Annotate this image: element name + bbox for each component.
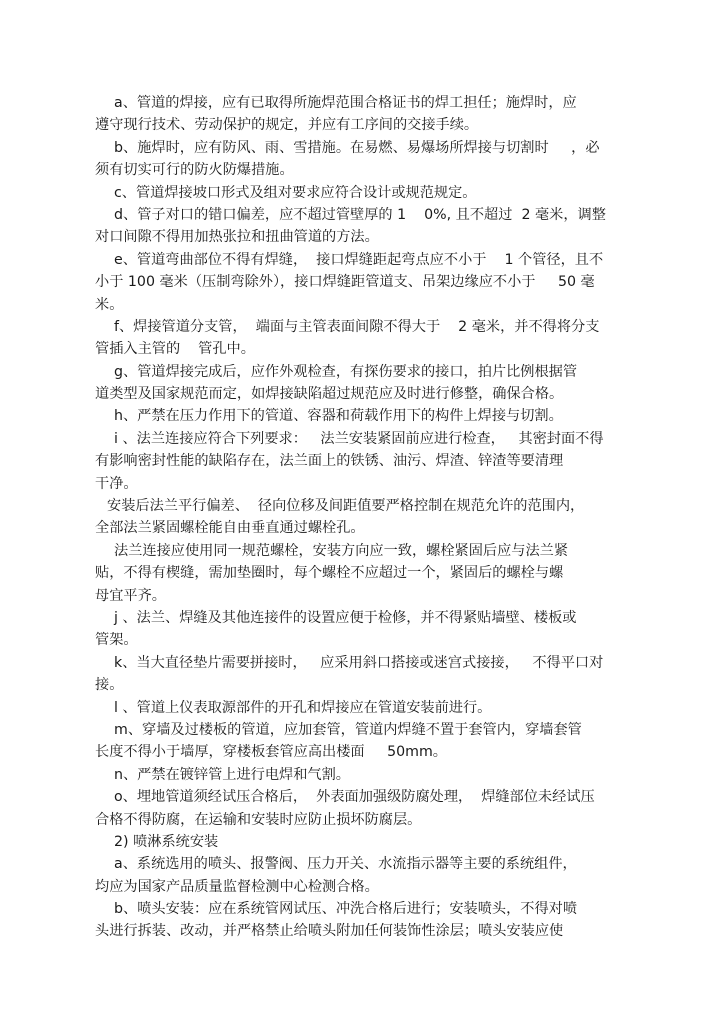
section-heading: 2) 喷淋系统安装 <box>114 833 219 850</box>
document-body <box>95 92 665 943</box>
text-line: 长度不得小于墙厚，穿楼板套管应高出楼面 50mm。 <box>95 744 447 761</box>
text-line: f、焊接管道分支管， 端面与主管表面间隙不得大于 2 毫米，并不得将分支 <box>114 318 600 335</box>
text-line: 管架。 <box>95 632 138 649</box>
text-line: 安装后法兰平行偏差、 径向位移及间距值要严格控制在规范允许的范围内， <box>107 498 585 515</box>
text-line: 管插入主管的 管孔中。 <box>95 341 255 358</box>
text-line: l 、管道上仪表取源部件的开孔和焊接应在管道安装前进行。 <box>114 699 492 716</box>
text-line: 合格不得防腐，在运输和安装时应防止损坏防腐层。 <box>95 811 422 828</box>
text-line: g、管道焊接完成后，应作外观检查，有探伤要求的接口，拍片比例根据管 <box>114 363 578 380</box>
text-line: m、穿墙及过楼板的管道，应加套管，管道内焊缝不置于套管内，穿墙套管 <box>114 721 582 738</box>
text-line: 有影响密封性能的缺陷存在，法兰面上的铁锈、油污、焊渣、锌渣等要清理 <box>95 453 564 470</box>
text-line: 头进行拆装、改动，并严格禁止给喷头附加任何装饰性涂层；喷头安装应使 <box>95 923 564 940</box>
text-line: 遵守现行技术、劳动保护的规定，并应有工序间的交接手续。 <box>95 117 479 134</box>
text-line: 须有切实可行的防火防爆措施。 <box>95 162 294 179</box>
text-line: e、管道弯曲部位不得有焊缝， 接口焊缝距起弯点应不小于 1 个管径，且不 <box>114 251 604 268</box>
text-line: 道类型及国家规范而定，如焊接缺陷超过规范应及时进行修整，确保合格。 <box>95 386 564 403</box>
text-line: 全部法兰紧固螺栓能自由垂直通过螺栓孔。 <box>95 520 365 537</box>
text-line: d、管子对口的错口偏差，应不超过管壁厚的 1 0%, 且不超过 2 毫米，调整 <box>114 206 606 223</box>
text-line: a、管道的焊接，应有已取得所施焊范围合格证书的焊工担任；施焊时，应 <box>114 95 577 111</box>
text-line: i 、法兰连接应符合下列要求： 法兰安装紧固前应进行检查， 其密封面不得 <box>114 430 604 447</box>
text-line: 均应为国家产品质量监督检测中心检测合格。 <box>95 878 379 895</box>
text-line: c、管道焊接坡口形式及组对要求应符合设计或规范规定。 <box>114 184 477 201</box>
text-line: h、严禁在压力作用下的管道、容器和荷载作用下的构件上焊接与切割。 <box>114 408 563 425</box>
text-line: b、喷头安装：应在系统管网试压、冲洗合格后进行；安装喷头，不得对喷 <box>114 901 578 918</box>
text-line: 母宜平齐。 <box>95 587 166 604</box>
text-line: n、严禁在镀锌管上进行电焊和气割。 <box>114 766 350 783</box>
text-line: j 、法兰、焊缝及其他连接件的设置应便于检修，并不得紧贴墙壁、楼板或 <box>114 609 577 626</box>
text-line: 接。 <box>95 677 124 694</box>
text-line: a、系统选用的喷头、报警阀、压力开关、水流指示器等主要的系统组件， <box>114 856 577 873</box>
text-line: 小于 100 毫米（压制弯除外），接口焊缝距管道支、吊架边缘应不小于 50 毫 <box>95 274 595 291</box>
text-line: 法兰连接应使用同一规范螺栓，安装方向应一致，螺栓紧固后应与法兰紧 <box>114 542 569 559</box>
text-line: o、埋地管道须经试压合格后， 外表面加强级防腐处理， 焊缝部位未经试压 <box>114 789 595 806</box>
text-line: 贴，不得有楔缝，需加垫圈时，每个螺栓不应超过一个，紧固后的螺栓与螺 <box>95 565 564 582</box>
text-line: 米。 <box>95 296 124 313</box>
text-line: 对口间隙不得用加热张拉和扭曲管道的方法。 <box>95 229 379 246</box>
text-line: b、施焊时，应有防风、雨、雪措施。在易燃、易爆场所焊接与切割时 ，必 <box>114 139 600 156</box>
text-line: k、当大直径垫片需要拼接时， 应采用斜口搭接或迷宫式接接， 不得平口对 <box>114 654 604 671</box>
text-line: 干净。 <box>95 475 138 492</box>
